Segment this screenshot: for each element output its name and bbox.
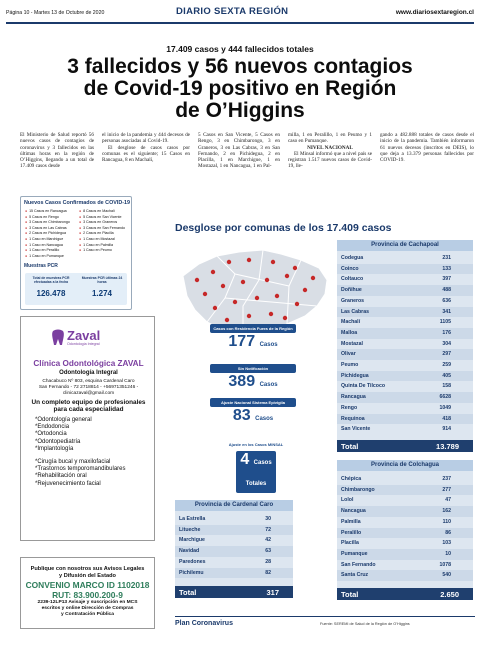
table-row	[337, 392, 473, 403]
headline-line: 3 fallecidos y 56 nuevos contagios	[67, 55, 413, 78]
article-column-3	[198, 132, 280, 170]
table-title: Provincia de Cardenal Caro	[175, 500, 293, 511]
commune-name: Codegua	[341, 255, 364, 261]
commune-name: Olivar	[341, 351, 356, 358]
table-row	[337, 349, 473, 360]
new-case-item: ● 5 Casos en Rengo	[25, 215, 79, 221]
table-row	[337, 528, 473, 539]
table-row	[337, 424, 473, 435]
table-row	[175, 514, 293, 525]
commune-cases: 10	[445, 550, 451, 557]
commune-cases: 158	[442, 383, 451, 390]
commune-name: Malloa	[341, 329, 358, 336]
table-colchagua	[337, 460, 473, 600]
table-row	[337, 538, 473, 549]
clinic-address: Chacabuco Nº 803, esquina Cardenal Caro	[42, 379, 135, 384]
commune-cases: 42	[265, 537, 271, 544]
clinic-name: Clínica Odontológica ZAVAL	[33, 359, 144, 368]
service-item: *Endodoncia	[35, 424, 70, 431]
commune-name: Lolol	[341, 497, 354, 504]
table-row	[337, 360, 473, 371]
commune-name: Rengo	[341, 404, 358, 411]
commune-name: San Vicente	[341, 426, 371, 433]
zaval-brand: Zaval	[67, 328, 101, 343]
new-case-item: ● 1 Caso en Palmilla	[79, 243, 133, 249]
table-row	[337, 474, 473, 485]
table-row	[175, 535, 293, 546]
table-row	[337, 328, 473, 339]
commune-name: Requinoa	[341, 415, 365, 422]
ad-details: 2239-12LP13 Avisaje y suscripción en MCS escritos y online Dirección de Compras y Contratación Pública	[37, 600, 138, 617]
commune-name: La Estrella	[179, 516, 206, 522]
table-row	[337, 506, 473, 517]
article-paragraph: El Ministerio de Salud reportó 56 nuevos casos de contagios de coronavirus y 3 fallecidos en las últimas horas en la región de O’Higgins, llegando a un total de 17.409 casos desde	[20, 132, 94, 170]
stat-out-of-region	[210, 324, 296, 354]
pcr-total-value: 126.478	[36, 289, 66, 298]
new-case-item: ● 3 Casos en San Fernando	[79, 226, 133, 232]
commune-cases: 110	[442, 518, 451, 525]
commune-name: Palmilla	[341, 518, 361, 525]
new-case-item: ● 1 Caso en Mostazal	[79, 237, 133, 243]
commune-name: Pichidegua	[341, 372, 369, 379]
commune-name: Chimbarongo	[341, 486, 375, 493]
stat-value: 389 Casos	[228, 373, 278, 390]
commune-name: Pichilemu	[179, 569, 204, 576]
table-row	[337, 296, 473, 307]
commune-name: Peumo	[341, 362, 359, 368]
article-column-4	[288, 132, 372, 170]
commune-name: Paredones	[179, 558, 206, 565]
stat-label: Ajuste Nacional Sistema Epivigila	[210, 398, 296, 407]
new-cases-title: Nuevos Casos Confirmados de COVID-19	[24, 200, 131, 206]
pcr-panel	[25, 273, 127, 305]
source-note: Fuente: SEREMI de Salud de la Región de O’Higgins	[320, 622, 410, 626]
commune-cases: 176	[442, 329, 451, 336]
commune-cases: 237	[442, 476, 451, 482]
commune-name: Machalí	[341, 319, 361, 326]
stat-epivigila	[210, 398, 296, 428]
article-paragraph: El desglose de casos casos por comunas es el siguiente; 15 Casos en Rancagua, 8 en Machalí,	[102, 144, 190, 164]
stat-minsal-adjust	[197, 440, 315, 493]
table-row	[337, 570, 473, 581]
ad-intro: Publique con nosotros sus Avisos Legales y Difusión del Estado	[30, 566, 145, 579]
stat-no-notification	[210, 364, 296, 394]
commune-name: Navidad	[179, 548, 200, 555]
page-date: Página 10 - Martes 13 de Octubre de 2020	[6, 10, 105, 16]
table-total: Total 2.650	[337, 588, 473, 600]
stat-label: Sin Notificación	[210, 364, 296, 373]
clinic-sub: Odontología Integral	[59, 370, 118, 376]
stat-label: Ajuste en los Casos MINSAL	[197, 440, 315, 449]
commune-cases: 28	[265, 558, 271, 565]
commune-cases: 82	[265, 569, 271, 576]
commune-name: Nancagua	[341, 508, 366, 515]
zaval-logo	[67, 329, 100, 346]
table-row	[337, 485, 473, 496]
commune-name: Rancagua	[341, 394, 366, 401]
table-total: Total 13.789	[337, 440, 473, 452]
newspaper-brand: DIARIO SEXTA REGIÓN	[176, 6, 289, 17]
table-row	[175, 568, 293, 579]
table-cardenal-caro	[175, 500, 293, 598]
table-row	[337, 517, 473, 528]
pcr-total-label: Total de muestras PCR efectuadas a la fecha	[32, 276, 70, 284]
service-item: *Rehabilitación oral	[35, 473, 87, 480]
table-row	[337, 371, 473, 382]
new-case-item: ● 1 Caso en Marchigue	[25, 237, 79, 243]
table-cachapoal	[337, 240, 473, 452]
new-case-item: ● 3 Casos en Las Cabras	[25, 226, 79, 232]
commune-name: Peralillo	[341, 529, 362, 536]
commune-cases: 405	[442, 372, 451, 379]
stat-label: Casos con Residencia Fuera de la Región	[210, 324, 296, 333]
commune-cases: 6628	[439, 394, 451, 401]
clinic-phone[interactable]: San Fernando - 72 2718814 - +56971351246 -	[38, 384, 139, 390]
commune-cases: 259	[442, 362, 451, 368]
table-row	[337, 339, 473, 350]
table-row	[337, 495, 473, 506]
table-row	[337, 307, 473, 318]
table-row	[337, 264, 473, 275]
commune-name: Placilla	[341, 540, 359, 547]
table-row	[337, 403, 473, 414]
table-row	[337, 560, 473, 571]
commune-cases: 103	[442, 540, 451, 547]
service-item: *Cirugía bucal y maxilofacial	[35, 459, 111, 466]
clinic-contact	[21, 379, 156, 396]
table-title: Provincia de Cachapoal	[337, 240, 473, 251]
table-row	[337, 414, 473, 425]
region-map	[177, 246, 332, 334]
commune-cases: 1078	[439, 561, 451, 568]
commune-breakdown	[175, 222, 475, 612]
new-case-item: ● 8 Casos en Machalí	[79, 209, 133, 215]
article-column-1	[20, 132, 94, 170]
breakdown-title: Desglose por comunas de los 17.409 casos	[175, 222, 392, 234]
commune-cases: 277	[442, 486, 451, 493]
article-column-5	[380, 132, 474, 163]
pcr-last-label: Muestras PCR últimas 24 horas	[81, 276, 123, 284]
header-rule	[6, 22, 474, 24]
commune-name: Las Cabras	[341, 308, 369, 315]
article-kicker: 17.409 casos y 444 fallecidos totales	[166, 44, 314, 54]
commune-name: Litueche	[179, 526, 201, 533]
new-case-item: ● 2 Casos en Placilla	[79, 231, 133, 237]
table-total: Total 317	[175, 586, 293, 598]
zaval-ad[interactable]	[20, 316, 155, 541]
site-url[interactable]: www.diariosextaregion.cl	[395, 9, 474, 16]
new-case-item: ● 3 Casos en Graneros	[79, 220, 133, 226]
commune-cases: 63	[265, 548, 271, 555]
commune-name: Marchigue	[179, 537, 205, 544]
service-item: *Trastornos temporomandibulares	[35, 466, 126, 473]
pcr-last	[79, 276, 125, 298]
new-cases-box	[20, 196, 132, 310]
rut: RUT: 83.900.200-9	[52, 590, 123, 600]
new-case-item: ● 1 Caso en Pumanque	[25, 254, 79, 260]
table-row	[337, 285, 473, 296]
stat-value: 4 Casos Totales	[236, 451, 276, 493]
pcr-total	[27, 276, 75, 298]
commune-cases: 30	[265, 516, 271, 522]
service-item: *Odontopediatría	[35, 438, 81, 445]
commune-cases: 397	[442, 276, 451, 283]
commune-name: Pumanque	[341, 550, 368, 557]
clinic-email[interactable]: clinicazaval@gmail.com	[62, 390, 115, 396]
article-column-2	[102, 132, 190, 163]
service-item: *Odontología general	[35, 417, 92, 423]
commune-cases: 297	[442, 351, 451, 358]
commune-cases: 914	[442, 426, 451, 433]
table-row	[337, 253, 473, 264]
commune-cases: 1049	[439, 404, 451, 411]
commune-cases: 162	[442, 508, 451, 515]
service-item: *Implantología	[35, 445, 74, 452]
commune-cases: 418	[442, 415, 451, 422]
service-item: *Rejuvenecimiento facial	[35, 480, 101, 487]
clinic-pitch: Un completo equipo de profesionales para cada especialidad	[31, 399, 146, 414]
article-paragraph: El Minsal informó que a nivel país se registran 1.517 nuevos casos de Covid-19, lle-	[288, 150, 372, 170]
article-headline	[20, 56, 460, 122]
new-case-item: ● 3 Casos en Chimbarongo	[25, 220, 79, 226]
new-case-item: ● 1 Caso en Peumo	[79, 248, 133, 254]
table-row	[337, 549, 473, 560]
commune-cases: 488	[442, 287, 451, 294]
commune-name: Mostazal	[341, 340, 363, 347]
headline-line: de O’Higgins	[175, 99, 305, 122]
table-row	[337, 381, 473, 392]
stat-value: 83 Casos	[232, 407, 274, 424]
commune-cases: 47	[445, 497, 451, 504]
page-header	[6, 6, 474, 20]
commune-name: Coltauco	[341, 276, 364, 283]
commune-name: Chépica	[341, 476, 362, 482]
article-paragraph: NIVEL NACIONAL	[307, 144, 353, 151]
pcr-title: Muestras PCR	[24, 263, 58, 269]
table-row	[175, 546, 293, 557]
pcr-last-value: 1.274	[91, 289, 113, 298]
commune-cases: 304	[442, 340, 451, 347]
commune-cases: 540	[442, 572, 451, 579]
new-case-item: ● 2 Casos en Pichidegua	[25, 231, 79, 237]
commune-cases: 1105	[439, 319, 451, 326]
commune-name: Doñihue	[341, 287, 362, 294]
commune-name: Graneros	[341, 297, 365, 304]
plan-coronavirus-label: Plan Coronavirus	[175, 620, 233, 627]
commune-cases: 86	[445, 529, 451, 536]
zaval-brand-sub: Odontología Integral	[67, 342, 100, 346]
convenio-id: CONVENIO MARCO ID 1102018	[25, 580, 150, 590]
commune-cases: 231	[442, 255, 451, 261]
article-paragraph: 5 Casos en San Vicente, 5 Casos en Rengo, 3 en Chimbarongo, 3 en Graneros, 3 en Las Cabras, 3 en San Fernando, 2 en Pichidegua, 2 en Placilla, 1 en Marchigue, 1 en Mostazal, 1 en Nancagua, 1 en Pal-	[198, 132, 280, 170]
new-case-item: ● 1 Caso en Peralillo	[25, 248, 79, 254]
service-item: *Ortodoncia	[35, 431, 67, 438]
legal-notices-ad[interactable]	[20, 557, 155, 629]
commune-cases: 72	[265, 526, 271, 533]
article-paragraph: milla, 1 en Peralillo, 1 en Peumo y 1 caso en Pumanque.	[288, 132, 372, 145]
commune-name: San Fernando	[341, 561, 376, 568]
bottom-rule	[175, 616, 475, 617]
table-row	[337, 317, 473, 328]
commune-name: Coinco	[341, 265, 359, 272]
headline-line: de Covid-19 positivo en Región	[83, 77, 397, 100]
article-paragraph: gando a 482.888 totales de casos desde el inicio de la pandemia. También informaron 61 nuevos decesos (inscritos en DEIS), lo que deja a 13.379 personas fallecidos por COVID-19.	[380, 132, 474, 164]
new-case-item: ● 5 Casos en San Vicente	[79, 215, 133, 221]
commune-cases: 341	[442, 308, 451, 315]
commune-cases: 636	[442, 297, 451, 304]
article-paragraph: el inicio de la pandemia y 444 decesos de personas asociadas al Covid-19.	[102, 132, 190, 145]
table-row	[175, 525, 293, 536]
commune-name: Santa Cruz	[341, 572, 369, 579]
stat-value: 177 Casos	[228, 333, 278, 350]
clinic-services	[35, 417, 153, 488]
new-case-item: ● 1 Caso en Nancagua	[25, 243, 79, 249]
table-title: Provincia de Colchagua	[337, 460, 473, 471]
commune-name: Quinta De Tilcoco	[341, 383, 386, 390]
commune-cases: 133	[442, 265, 451, 272]
table-row	[337, 274, 473, 285]
tooth-icon	[51, 329, 65, 347]
table-row	[175, 557, 293, 568]
new-case-item: ● 15 Casos en Rancagua	[25, 209, 79, 215]
